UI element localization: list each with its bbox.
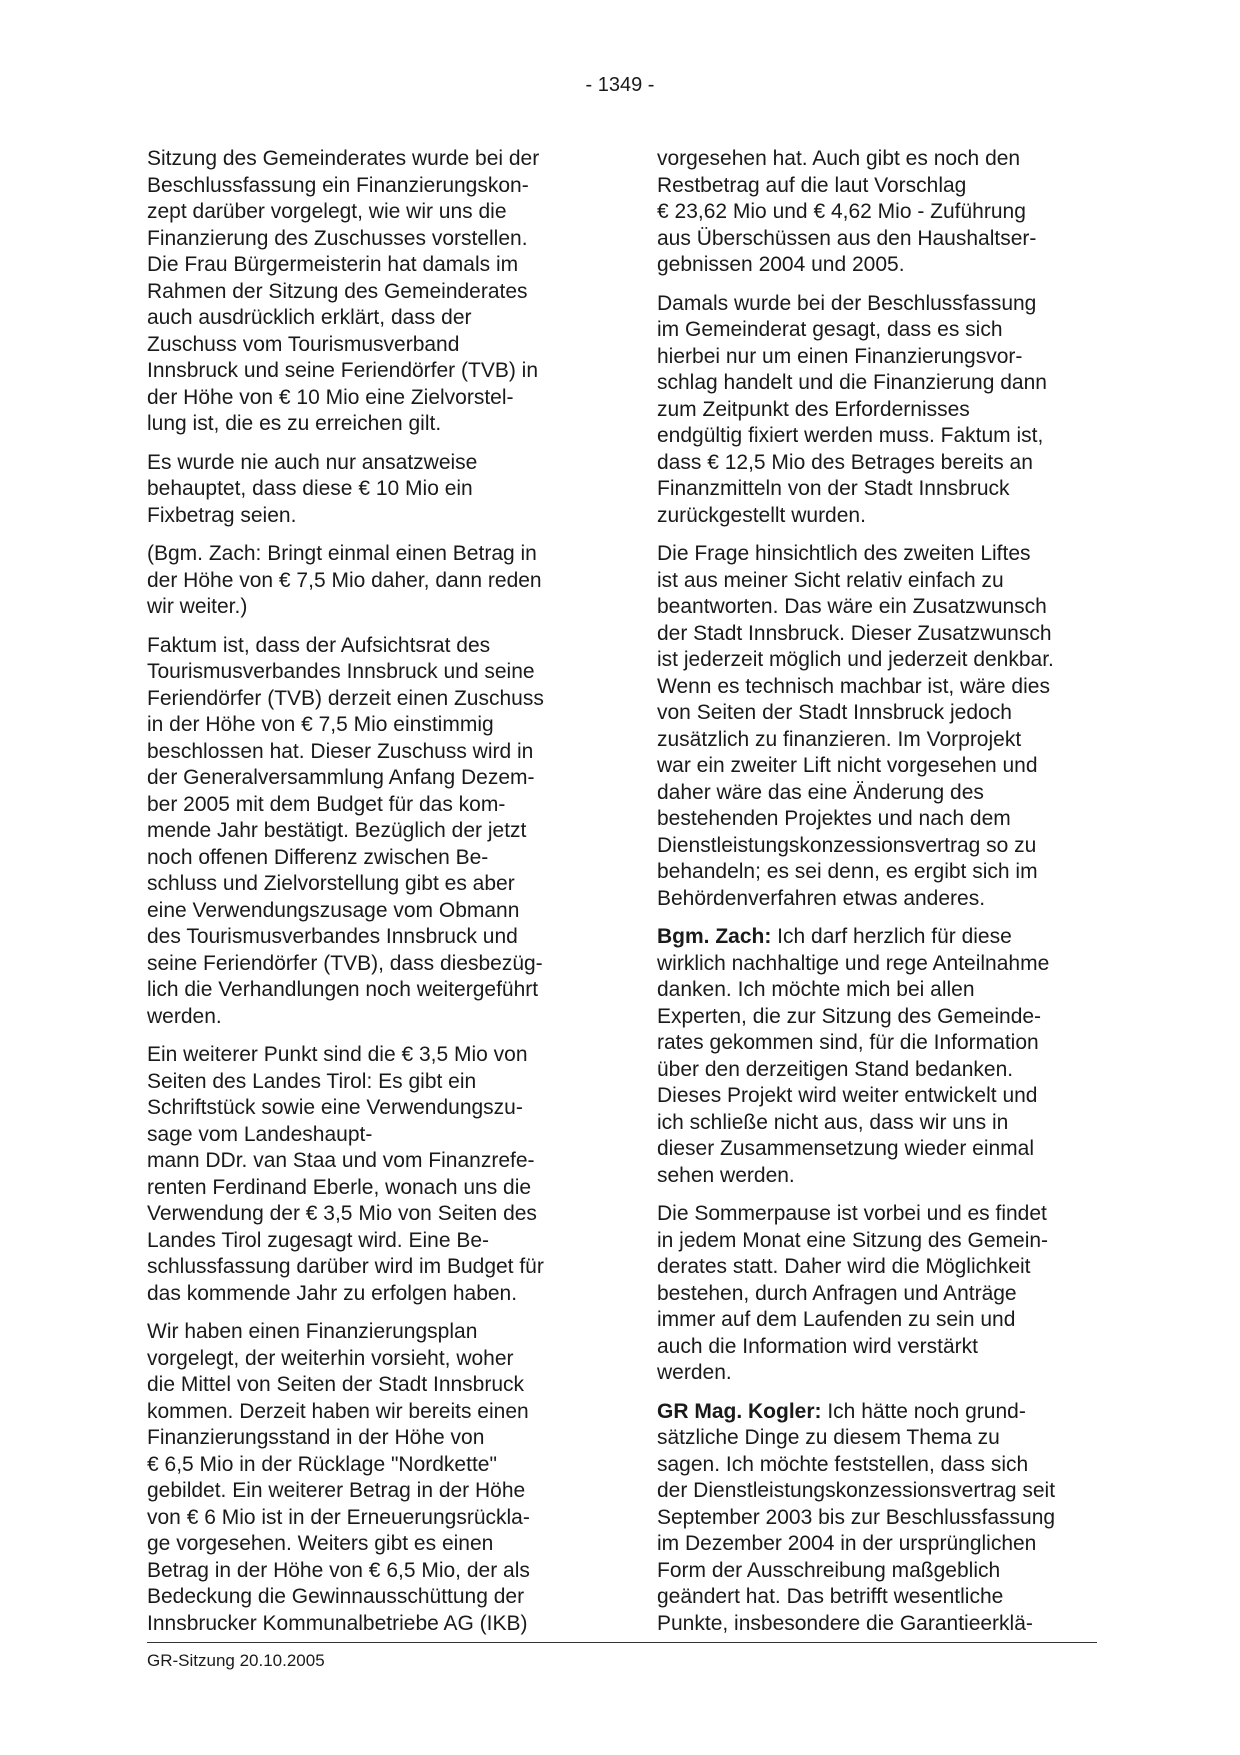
speaker-name: Bgm. Zach:	[657, 925, 772, 948]
paragraph: (Bgm. Zach: Bringt einmal einen Betrag in der Höhe von € 7,5 Mio daher, dann reden wir weiter.)	[147, 542, 542, 618]
paragraph: Sitzung des Gemeinderates wurde bei der Beschlussfassung ein Finanzierungskon- zept darüber vorgelegt, wie wir uns die Finanzierung des Zuschusses vorstellen. Die Frau Bürgermeisterin hat damals im Rahmen der Sitzung des Gemeinderates auch ausdrücklich erklärt, dass der Zuschuss vom Tourismusverband Innsbruck und seine Feriendörfer (TVB) in der Höhe von € 10 Mio eine Zielvorstel- lung ist, die es zu erreichen gilt.	[147, 147, 540, 435]
paragraph: Damals wurde bei der Beschlussfassung im Gemeinderat gesagt, dass es sich hierbei nur um einen Finanzierungsvor- schlag handelt und die Finanzierung dann zum Zeitpunkt des Erfordernisses endgültig fixiert werden muss. Faktum ist, dass € 12,5 Mio des Betrages bereits an Finanzmitteln von der Stadt Innsbruck zurückgestellt wurden.	[657, 291, 1047, 527]
paragraph	[657, 1399, 1097, 1638]
paragraph: Die Sommerpause ist vorbei und es findet in jedem Monat eine Sitzung des Gemein- derates statt. Daher wird die Möglichkeit bestehen, durch Anfragen und Anträge immer auf dem Laufenden zu sein und auch die Information wird verstärkt werden.	[657, 1202, 1049, 1384]
footer-divider	[147, 1642, 1097, 1643]
footer-session-date: GR-Sitzung 20.10.2005	[147, 1651, 325, 1670]
paragraph	[657, 924, 1097, 1189]
paragraph: vorgesehen hat. Auch gibt es noch den Restbetrag auf die laut Vorschlag € 23,62 Mio und € 4,62 Mio - Zuführung aus Überschüssen aus den Haushaltser- gebnissen 2004 und 2005.	[657, 147, 1037, 276]
paragraph: Die Frage hinsichtlich des zweiten Liftes ist aus meiner Sicht relativ einfach zu beantworten. Das wäre ein Zusatzwunsch der Stadt Innsbruck. Dieser Zusatzwunsch ist jederzeit möglich und jederzeit denkbar. Wenn es technisch machbar ist, wäre dies von Seiten der Stadt Innsbruck jedoch zusätzlich zu finanzieren. Im Vorprojekt war ein zweiter Lift nicht vorgesehen und daher wäre das eine Änderung des bestehenden Projektes und nach dem Dienstleistungskonzessionsvertrag so zu behandeln; es sei denn, es ergibt sich im Behördenverfahren etwas anderes.	[657, 542, 1054, 910]
speech-text: Ich darf herzlich für diese wirklich nachhaltige und rege Anteilnahme danken. Ich möchte mich bei allen Experten, die zur Sitzung des Gemeinde- rates gekommen sind, für die Information über den derzeitigen Stand bedanken. Dieses Projekt wird weiter entwickelt und ich schließe nicht aus, dass wir uns in dieser Zusammensetzung wieder einmal sehen werden.	[657, 925, 1050, 1187]
paragraph: Faktum ist, dass der Aufsichtsrat des Tourismusverbandes Innsbruck und seine Feriendörfer (TVB) derzeit einen Zuschuss in der Höhe von € 7,5 Mio einstimmig beschlossen hat. Dieser Zuschuss wird in der Generalversammlung Anfang Dezem- ber 2005 mit dem Budget für das kom- mende Jahr bestätigt. Bezüglich der jetzt noch offenen Differenz zwischen Be- schluss und Zielvorstellung gibt es aber eine Verwendungszusage vom Obmann des Tourismusverbandes Innsbruck und seine Feriendörfer (TVB), dass diesbezüg- lich die Verhandlungen noch weitergeführt werden.	[147, 633, 544, 1028]
paragraph: Es wurde nie auch nur ansatzweise behauptet, dass diese € 10 Mio ein Fixbetrag seien.	[147, 450, 478, 527]
speaker-name: GR Mag. Kogler:	[657, 1399, 822, 1423]
right-column	[657, 146, 1097, 1649]
paragraph: Wir haben einen Finanzierungsplan vorgelegt, der weiterhin vorsieht, woher die Mittel von Seiten der Stadt Innsbruck kommen. Derzeit haben wir bereits einen Finanzierungsstand in der Höhe von € 6,5 Mio in der Rücklage "Nordkette" gebildet. Ein weiterer Betrag in der Höhe von € 6 Mio ist in der Erneuerungsrückla- ge vorgesehen. Weiters gibt es einen Betrag in der Höhe von € 6,5 Mio, der als Bedeckung die Gewinnausschüttung der Innsbrucker Kommunalbetriebe AG (IKB)	[147, 1320, 530, 1635]
paragraph: Ein weiterer Punkt sind die € 3,5 Mio von Seiten des Landes Tirol: Es gibt ein Schriftstück sowie eine Verwendungszu- sage vom Landeshaupt- mann DDr. van Staa und vom Finanzrefe- renten Ferdinand Eberle, wonach uns die Verwendung der € 3,5 Mio von Seiten des Landes Tirol zugesagt wird. Eine Be- schlussfassung darüber wird im Budget für das kommende Jahr zu erfolgen haben.	[147, 1043, 544, 1305]
page-number: - 1349 -	[585, 74, 655, 96]
left-column	[147, 146, 597, 1649]
speech-text: Ich hätte noch grund- sätzliche Dinge zu diesem Thema zu sagen. Ich möchte feststellen, dass sich der Dienstleistungskonzessionsvertrag seit September 2003 bis zur Beschlussfassung im Dezember 2004 in der ursprünglichen Form der Ausschreibung maßgeblich geändert hat. Das betrifft wesentliche Punkte, insbesondere die Garantieerklä-	[657, 1399, 1056, 1635]
